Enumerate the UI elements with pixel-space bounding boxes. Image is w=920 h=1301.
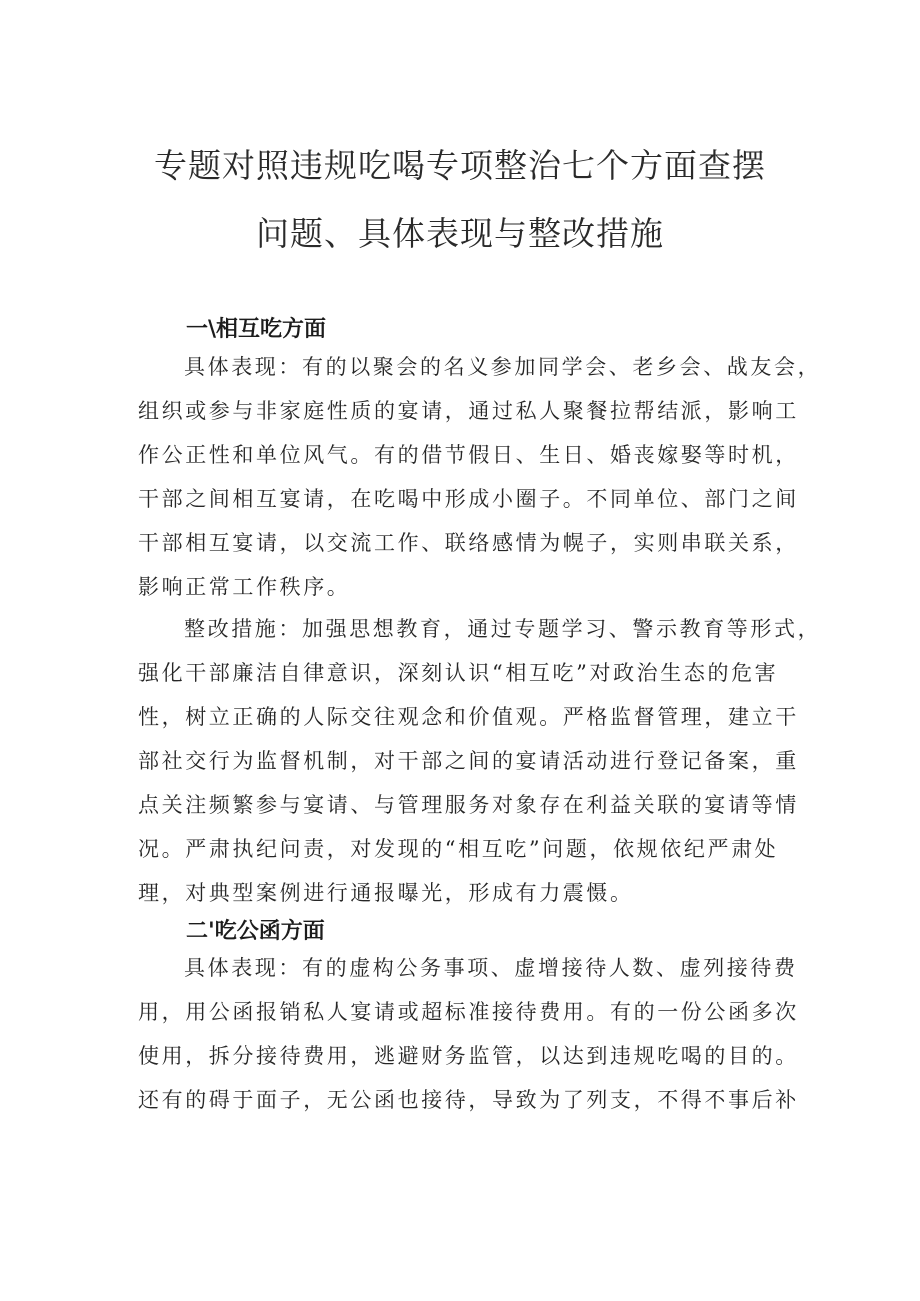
paragraph-line: 强化干部廉洁自律意识，深刻认识“相互吃”对政治生态的危害 (138, 661, 779, 685)
paragraph-line: 整改措施：加强思想教育，通过专题学习、警示教育等形式， (184, 617, 822, 641)
paragraph-line: 点关注频繁参与宴请、与管理服务对象存在利益关联的宴请等情 (138, 793, 799, 817)
paragraph-line: 理，对典型案例进行通报曝光，形成有力震慑。 (138, 881, 634, 905)
paragraph-line: 干部相互宴请，以交流工作、联络感情为幌子，实则串联关系， (138, 531, 799, 555)
paragraph-line: 具体表现：有的虚构公务事项、虚增接待人数、虚列接待费 (184, 956, 798, 980)
section-heading-1: 一\相互吃方面 (186, 317, 327, 342)
paragraph-line: 况。严肃执纪问责，对发现的“相互吃”问题，依规依纪严肃处 (138, 837, 779, 861)
document-title-line-1: 专题对照违规吃喝专项整治七个方面查摆 (154, 146, 766, 185)
paragraph-line: 作公正性和单位风气。有的借节假日、生日、婚丧嫁娶等时机， (138, 443, 799, 467)
section-1-measures-paragraph (138, 607, 822, 915)
paragraph-line: 具体表现：有的以聚会的名义参加同学会、老乡会、战友会， (184, 355, 822, 379)
section-1-performance-paragraph (138, 345, 822, 609)
paragraph-line: 部社交行为监督机制，对干部之间的宴请活动进行登记备案，重 (138, 749, 799, 773)
paragraph-line: 组织或参与非家庭性质的宴请，通过私人聚餐拉帮结派，影响工 (138, 399, 799, 423)
section-2-performance-paragraph (138, 946, 798, 1122)
section-heading-2: 二'吃公函方面 (186, 919, 325, 944)
document-title-line-2: 问题、具体表现与整改措施 (256, 214, 664, 253)
paragraph-line: 干部之间相互宴请，在吃喝中形成小圈子。不同单位、部门之间 (138, 487, 799, 511)
paragraph-line: 性，树立正确的人际交往观念和价值观。严格监督管理，建立干 (138, 705, 799, 729)
paragraph-line: 使用，拆分接待费用，逃避财务监管，以达到违规吃喝的目的。 (138, 1044, 799, 1068)
paragraph-line: 用，用公函报销私人宴请或超标准接待费用。有的一份公函多次 (138, 1000, 799, 1024)
paragraph-line: 还有的碍于面子，无公函也接待，导致为了列支，不得不事后补 (138, 1088, 799, 1112)
paragraph-line: 影响正常工作秩序。 (138, 575, 351, 599)
